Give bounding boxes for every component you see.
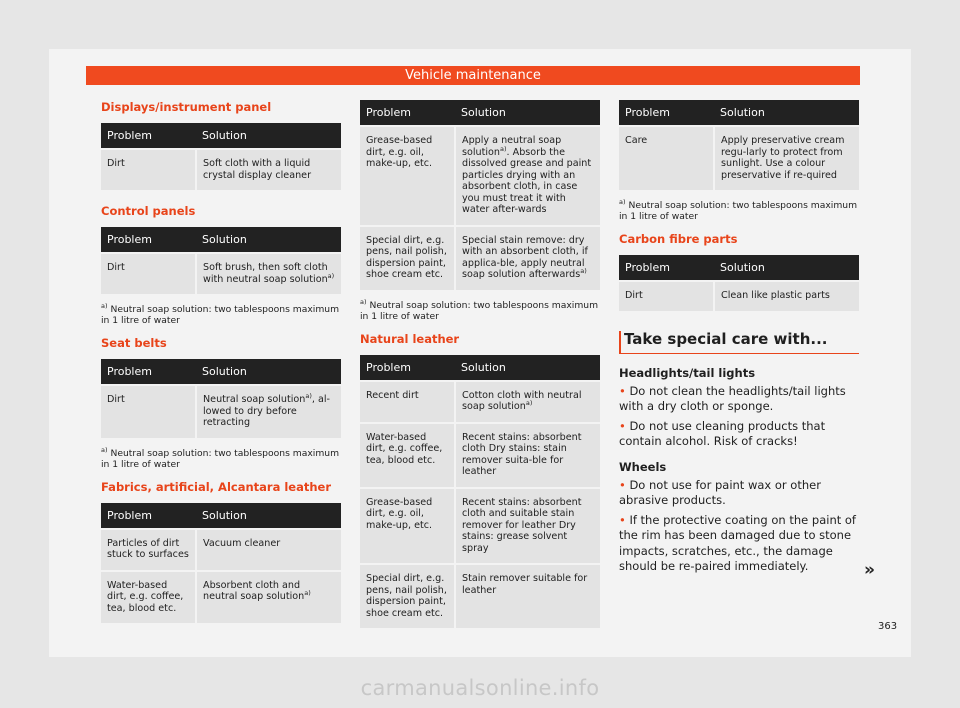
table-row [619,281,859,311]
bullet-item: • Do not use for paint wax or other abrasive products. [619,477,821,507]
page-number: 363 [878,621,898,632]
cell-solution: Cotton cloth with neutral soap solution$^{a)}$ [455,381,600,423]
cell-problem: Particles of dirt stuck to surfaces [101,529,196,571]
table-natural-leather [360,355,600,629]
column-middle [360,100,600,638]
table-carbon-fibre [619,255,859,311]
header-problem: Problem [619,255,714,281]
heading-seat-belts: Seat belts [101,336,167,350]
table-row [619,126,859,190]
cell-problem: Water-based dirt, e.g. coffee, tea, blood etc. [360,423,455,488]
table-natural-leather-continued [619,100,859,190]
cell-solution: Recent stains: absorbent cloth Dry stains: stain remover suita-ble for leather [455,423,600,488]
table-row [101,571,341,624]
header-problem: Problem [101,227,196,253]
table-row [360,564,600,628]
footnote: $^{a)}$ Neutral soap solution: two tablespoons maximum in 1 litre of water [619,197,858,222]
cell-solution: Special stain remove: dry with an absorbent cloth, if applica-ble, apply neutral soap solution afterwards$^{a)}$ [455,226,600,290]
section-banner: Vehicle maintenance [86,66,860,85]
cell-problem: Dirt [101,253,196,294]
table-row [360,423,600,488]
cell-solution: Clean like plastic parts [714,281,859,311]
cell-solution: Apply preservative cream regu-larly to protect from sunlight. Use a colour preservative if re-quired [714,126,859,190]
header-solution: Solution [714,100,859,126]
continue-arrow-icon: » [864,560,875,580]
header-solution: Solution [455,100,600,126]
bullet-icon: • [619,512,626,527]
watermark: carmanualsonline.info [360,676,600,700]
table-row [360,488,600,565]
header-solution: Solution [455,355,600,381]
cell-solution: Neutral soap solution$^{a)}$, al-lowed to dry before retracting [196,385,341,438]
header-problem: Problem [101,503,196,529]
heading-control-panels: Control panels [101,204,196,218]
footnote: $^{a)}$ Neutral soap solution: two tablespoons maximum in 1 litre of water [101,445,340,470]
header-solution: Solution [714,255,859,281]
footnote-mark: a) [327,271,335,280]
cell-solution: Absorbent cloth and neutral soap solution$^{a)}$ [196,571,341,624]
table-control-panels [101,227,341,294]
header-solution: Solution [196,227,341,253]
cell-problem: Grease-based dirt, e.g. oil, make-up, etc. [360,488,455,565]
header-problem: Problem [101,123,196,149]
cell-solution: Vacuum cleaner [196,529,341,571]
cell-problem: Dirt [101,385,196,438]
table-row [101,149,341,190]
cell-solution: Apply a neutral soap solution$^{a)}$. Absorb the dissolved grease and paint particles drying with an absorbent cloth, in case you must treat it with water after-wards [455,126,600,226]
header-solution: Solution [196,359,341,385]
column-right [619,100,859,579]
cell-problem: Special dirt, e.g. pens, nail polish, dispersion paint, shoe cream etc. [360,226,455,290]
table-row [101,253,341,294]
cell-problem: Grease-based dirt, e.g. oil, make-up, etc. [360,126,455,226]
cell-solution: Soft cloth with a liquid crystal display cleaner [196,149,341,190]
cell-problem: Water-based dirt, e.g. coffee, tea, blood etc. [101,571,196,624]
header-solution: Solution [196,123,341,149]
cell-solution: Stain remover suitable for leather [455,564,600,628]
bullet-item: • If the protective coating on the paint of the rim has been damaged due to stone impacts, scratches, etc., the damage should be re-paired immediately. [619,512,856,573]
heading-carbon-fibre: Carbon fibre parts [619,232,738,246]
table-row [101,529,341,571]
table-seat-belts [101,359,341,438]
table-row [360,226,600,290]
footnote: $^{a)}$ Neutral soap solution: two tablespoons maximum in 1 litre of water [101,301,340,326]
header-problem: Problem [101,359,196,385]
cell-problem: Dirt [619,281,714,311]
bullet-icon: • [619,383,626,398]
heading-displays: Displays/instrument panel [101,100,272,114]
bullet-icon: • [619,477,626,492]
cell-problem: Care [619,126,714,190]
bullet-item: • Do not use cleaning products that contain alcohol. Risk of cracks! [619,418,826,448]
cell-solution: Soft brush, then soft cloth with neutral soap solution$^{a)}$ [196,253,341,294]
table-displays [101,123,341,190]
care-heading: Take special care with... [619,331,859,354]
table-row [360,126,600,226]
column-left [101,100,341,633]
cell-problem: Special dirt, e.g. pens, nail polish, dispersion paint, shoe cream etc. [360,564,455,628]
bullet-item: • Do not clean the headlights/tail lights with a dry cloth or sponge. [619,383,846,413]
table-row [360,381,600,423]
table-row [101,385,341,438]
header-solution: Solution [196,503,341,529]
subheading-headlights: Headlights/tail lights [619,365,756,380]
heading-fabrics: Fabrics, artificial, Alcantara leather [101,479,332,494]
cell-problem: Recent dirt [360,381,455,423]
cell-solution: Recent stains: absorbent cloth and suitable stain remover for leather Dry stains: grease solvent spray [455,488,600,565]
table-fabrics-continued [360,100,600,290]
header-problem: Problem [619,100,714,126]
header-problem: Problem [360,355,455,381]
table-fabrics [101,503,341,624]
bullet-icon: • [619,418,626,433]
subheading-wheels: Wheels [619,459,667,474]
footnote: $^{a)}$ Neutral soap solution: two tablespoons maximum in 1 litre of water [360,297,599,322]
header-problem: Problem [360,100,455,126]
heading-natural-leather: Natural leather [360,331,460,346]
cell-problem: Dirt [101,149,196,190]
